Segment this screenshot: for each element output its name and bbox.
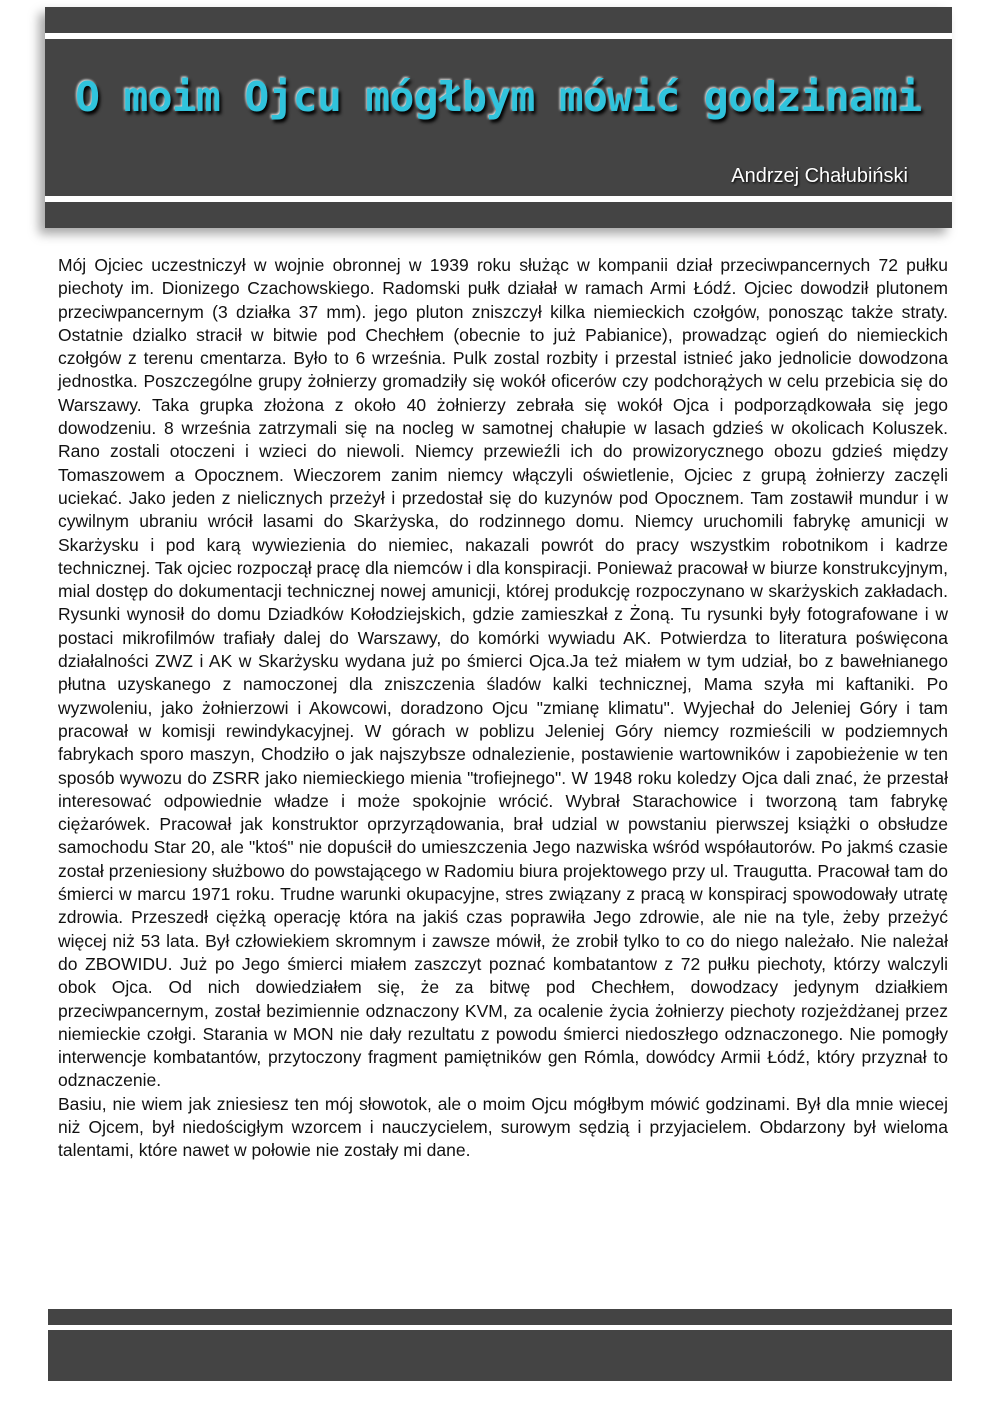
author-name: Andrzej Chałubiński [731, 165, 908, 187]
header-bottom-rule [45, 196, 952, 202]
header-banner [45, 7, 952, 228]
article-paragraph-2: Basiu, nie wiem jak zniesiesz ten mój słowotok, ale o moim Ojcu mógłbym mówić godzinami. Był dla mnie wiecej niż Ojcem, był niedościgłym wzorcem i nauczycielem, surowym sędzią i przyjacielem. Obdarzony był wieloma talentami, które nawet w połowie nie zostały mi dane. [58, 1093, 948, 1161]
article-paragraph-1: Mój Ojciec uczestniczył w wojnie obronnej w 1939 roku służąc w kompanii dział przeciwpancernych 72 pułku piechoty im. Dionizego Czachowskiego. Radomski pułk działał w ramach Armi Łódź. Ojciec dowodził plutonem przeciwpancernym (3 działka 37 mm). jego pluton zniszczył kilka niemieckich czołgów, ponosząc także straty. Ostatnie dzialko stracił w bitwie pod Chechłem (obecnie to już Pabianice), prowadząc ogień do niemieckich czołgów z terenu cmentarza. Było to 6 września. Pulk zostal rozbity i przestal istnieć jako jednolicie dowodzona jednostka. Poszczególne grupy żołnierzy gromadziły się wokół oficerów czy podchorążych w celu przebicia się do Warszawy. Taka grupka złożona z około 40 żołnierzy zebrała się wokół Ojca i podporządkowała się jego dowodzeniu. 8 września zatrzymali się na nocleg w samotnej chałupie w lasach gdzieś w okolicach Koluszek. Rano zostali otoczeni i wzieci do niewoli. Niemcy przewieźli ich do prowizorycznego obozu gdzieś między Tomaszowem a Opocznem. Wieczorem zanim niemcy włączyli oświetlenie, Ojciec z grupą żołnierzy zaczęli uciekać. Jako jeden z nielicznych przeżył i przedostał się do kuzynów pod Opocznem. Tam zostawił mundur i w cywilnym ubraniu wrócił lasami do Skarżyska, do rodzinnego domu. Niemcy uruchomili fabrykę amunicji w Skarżysku i pod karą wywiezienia do niemiec, nakazali powrót do pracy wszystkim robotnikom i kadrze technicznej. Tak ojciec rozpoczął pracę dla niemców i dla konspiracji. Ponieważ pracował w biurze konstrukcyjnym, mial dostęp do dokumentacji technicznej nowej amunicji, której produkcję rozpoczynano w skarżyskich zakładach. Rysunki wynosił do domu Dziadków Kołodziejskich, gdzie zamieszkał z Żoną. Tu rysunki były fotografowane i w postaci mikrofilmów trafiały dalej do Warszawy, do komórki wywiadu AK. Potwierdza to literatura poświęcona działalności ZWZ i AK w Skarżysku wydana już po śmierci Ojca.Ja też miałem w tym udział, bo z bawełnianego płutna uzyskanego z namoczonej dla zniszczenia śladów kalki technicznej, Mama szyła mi kaftaniki. Po wyzwoleniu, jako żołnierzowi i Akowcowi, doradzono Ojcu "zmianę klimatu". Wyjechał do Jeleniej Góry i tam pracował w komisji rewindykacyjnej. W górach w poblizu Jeleniej Góry niemcy rozmieścili w podziemnych fabrykach sporo maszyn, Chodziło o jak najszybsze odnalezienie, postawienie wartowników i zapobieżenie w ten sposób wywozu do ZSRR jako niemieckiego mienia "trofiejnego". W 1948 roku koledzy Ojca dali znać, że przestał interesować odpowiednie władze i może spokojnie wrócić. Wybrał Starachowice i tworzoną tam fabrykę ciężarówek. Pracował jak konstruktor oprzyrządowania, brał udzial w powstaniu pierwszej książki o obsłudze samochodu Star 20, ale "ktoś" nie dopuścił do umieszczenia Jego nazwiska wśród współautorów. Po jakmś czasie został przeniesiony służbowo do powstającego w Radomiu biura projektowego przy ul. Traugutta. Pracował tam do śmierci w marcu 1971 roku. Trudne warunki okupacyjne, stres związany z pracą w konspiracj spowodowały utratę zdrowia. Przeszedł ciężką operację która na jakiś czas poprawiła Jego zdrowie, ale nie na tyle, żeby przeżyć więcej niż 53 lata. Był człowiekiem skromnym i zawsze mówił, że zrobił tylko to co do niego należało. Nie należał do ZBOWIDU. Już po Jego śmierci miałem zaszczyt poznać kombatantow z 72 pułku piechoty, którzy walczyli obok Ojca. Od nich dowiedziałem się, że za bitwę pod Chechłem, dowodzacy jedynym działkiem przeciwpancernym, został bezimiennie odznaczony KVM, za ocalenie życia żołnierzy piechoty rozjeżdżanej przez niemieckie czołgi. Starania w MON nie dały rezultatu z powodu śmierci niedoszłego odznaczonego. Nie pomogły interwencje kombatantów, przytoczony fragment pamiętników gen Rómla, dowódcy Armii Łódź, który przyznał to odznaczenie. [58, 255, 948, 1091]
article-body [58, 254, 948, 1163]
footer-banner [48, 1309, 952, 1381]
header-top-rule [45, 33, 952, 39]
footer-rule [48, 1325, 952, 1330]
page-title: O moim Ojcu mógłbym mówić godzinami [75, 73, 922, 121]
